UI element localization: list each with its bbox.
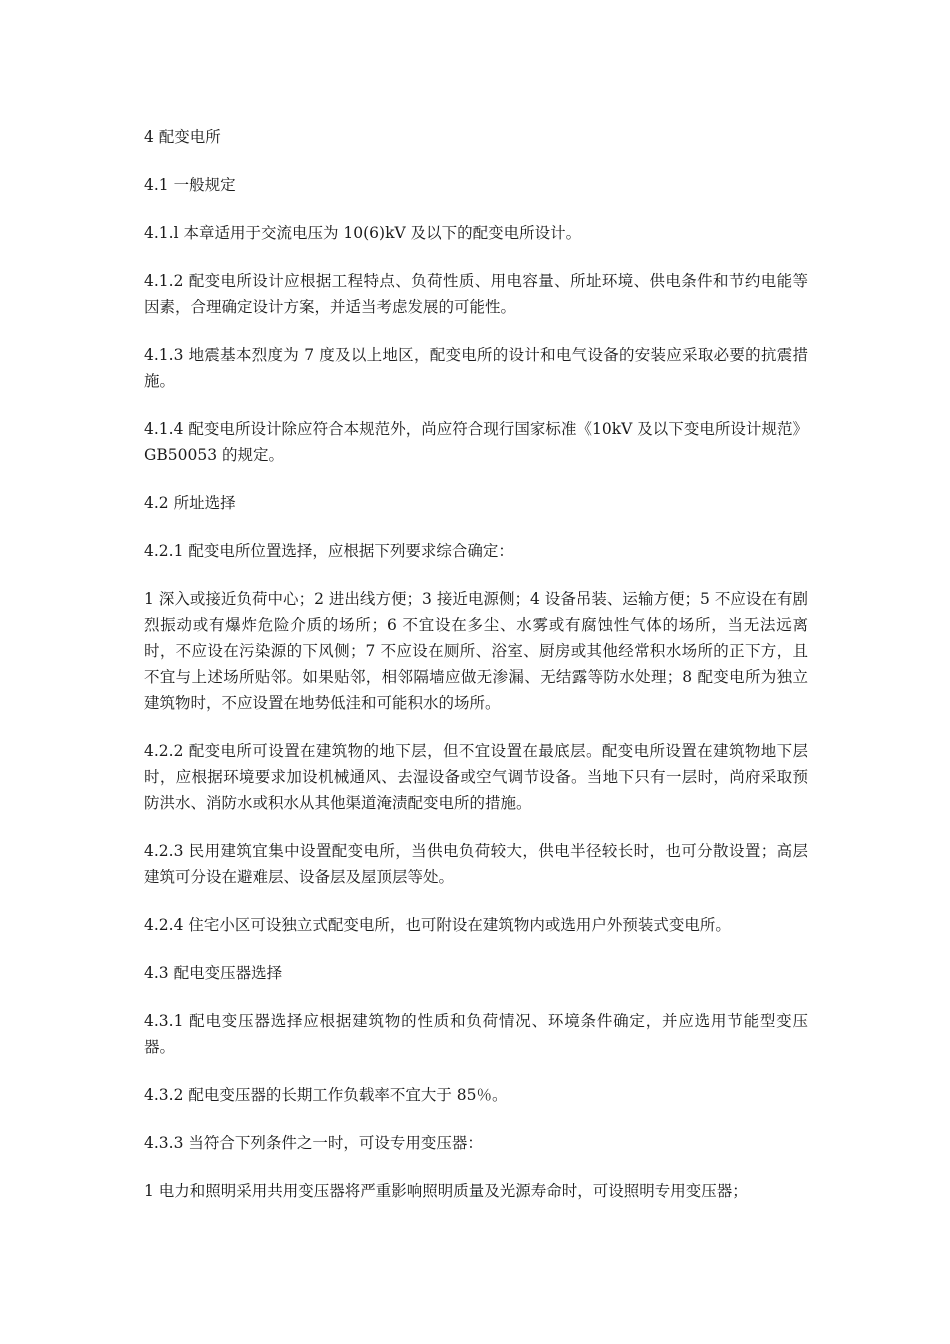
clause-4-1-2: 4.1.2 配变电所设计应根据工程特点、负荷性质、用电容量、所址环境、供电条件和节约电能等因素，合理确定设计方案，并适当考虑发展的可能性。	[144, 272, 808, 316]
section-heading-4-2: 4.2 所址选择	[144, 494, 236, 512]
clause-4-3-2: 4.3.2 配电变压器的长期工作负载率不宜大于 85％。	[144, 1086, 508, 1104]
clause-4-1-1: 4.1.l 本章适用于交流电压为 10(6)kV 及以下的配变电所设计。	[144, 224, 582, 242]
clause-4-3-1: 4.3.1 配电变压器选择应根据建筑物的性质和负荷情况、环境条件确定，并应选用节能型变压器。	[144, 1012, 808, 1056]
clause-4-3-3-item-1: 1 电力和照明采用共用变压器将严重影响照明质量及光源寿命时，可设照明专用变压器；	[144, 1182, 748, 1200]
clause-4-1-3: 4.1.3 地震基本烈度为 7 度及以上地区，配变电所的设计和电气设备的安装应采取必要的抗震措施。	[144, 346, 808, 390]
clause-4-2-2: 4.2.2 配变电所可设置在建筑物的地下层，但不宜设置在最底层。配变电所设置在建筑物地下层时，应根据环境要求加设机械通风、去湿设备或空气调节设备。当地下只有一层时，尚府采取预防洪水、消防水或积水从其他渠道淹渍配变电所的措施。	[144, 742, 808, 812]
clause-4-2-3: 4.2.3 民用建筑宜集中设置配变电所，当供电负荷较大，供电半径较长时，也可分散设置；高层建筑可分设在避难层、设备层及屋顶层等处。	[144, 842, 808, 886]
chapter-heading: 4 配变电所	[144, 128, 221, 146]
clause-4-3-3: 4.3.3 当符合下列条件之一时，可设专用变压器：	[144, 1134, 483, 1152]
section-heading-4-3: 4.3 配电变压器选择	[144, 964, 283, 982]
section-heading-4-1: 4.1 一般规定	[144, 176, 236, 194]
document-body	[144, 124, 808, 1226]
clause-4-2-4: 4.2.4 住宅小区可设独立式配变电所，也可附设在建筑物内或选用户外预装式变电所。	[144, 916, 731, 934]
clause-4-2-1: 4.2.1 配变电所位置选择，应根据下列要求综合确定：	[144, 542, 514, 560]
clause-4-1-4: 4.1.4 配变电所设计除应符合本规范外，尚应符合现行国家标准《10kV 及以下变电所设计规范》GB50053 的规定。	[144, 420, 808, 464]
clause-4-2-1-items: 1 深入或接近负荷中心；2 进出线方便；3 接近电源侧；4 设备吊装、运输方便；5 不应设在有剧烈振动或有爆炸危险介质的场所；6 不宜设在多尘、水雾或有腐蚀性气体的场所，当无法远离时，不应设在污染源的下风侧；7 不应设在厕所、浴室、厨房或其他经常积水场所的正下方，且不宜与上述场所贴邻。如果贴邻，相邻隔墙应做无渗漏、无结露等防水处理；8 配变电所为独立建筑物时，不应设置在地势低洼和可能积水的场所。	[144, 590, 808, 712]
